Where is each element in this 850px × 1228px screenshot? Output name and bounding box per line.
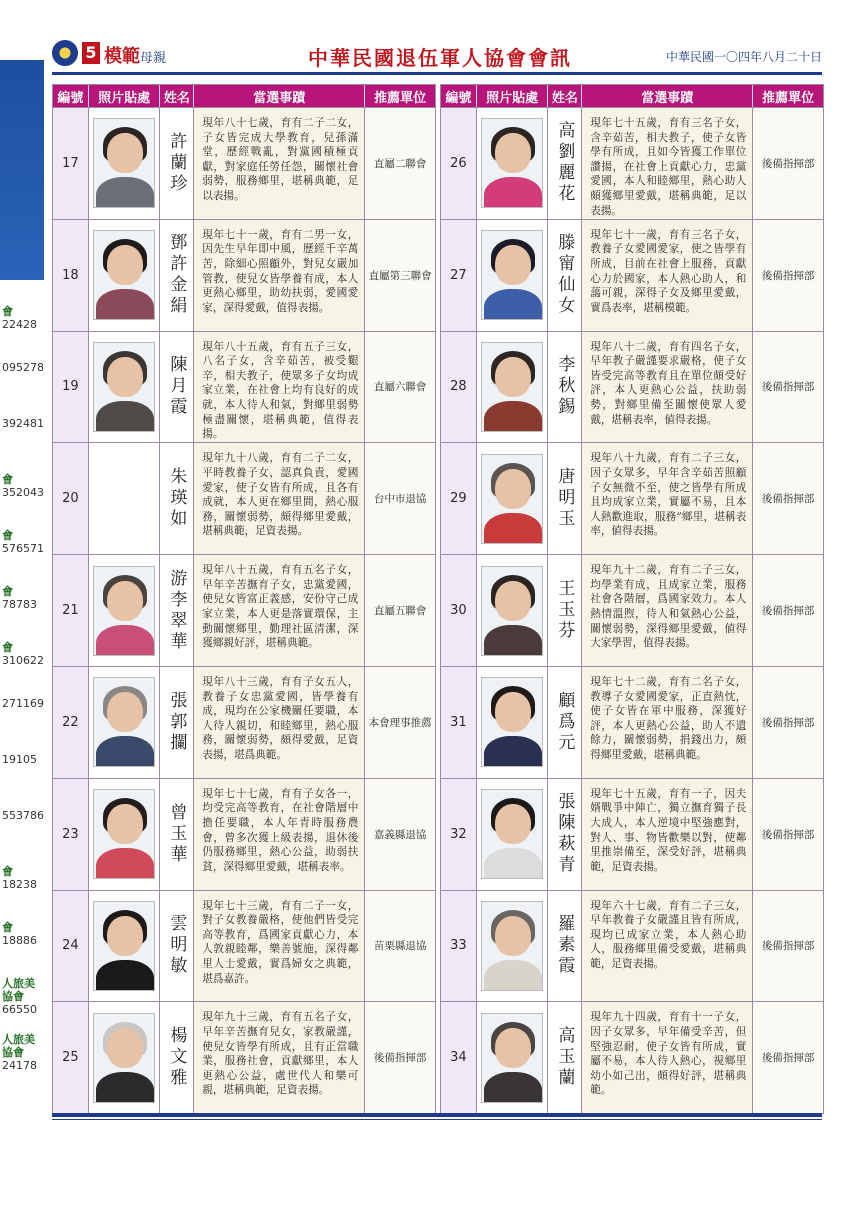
table-row [441, 778, 823, 890]
deeds-text: 現年七十七歲，育有子女各一，均受完高等教育，在社會階層中擔任要職，本人年青時服務農會，曾多次獲上級表揚，退休後仍服務鄉里，熱心公益，助弱扶貧，深得鄉里愛戴，堪稱表率。 [194, 779, 365, 890]
name-cell [160, 555, 194, 666]
header-no: 編號 [53, 85, 89, 107]
fragment-label: 會 [2, 585, 13, 598]
portrait-photo [93, 342, 155, 432]
photo-cell [89, 891, 161, 1002]
footer-divider [52, 1113, 822, 1117]
table-row [441, 219, 823, 331]
photo-cell [89, 779, 161, 890]
left-strip-fragment [2, 473, 44, 499]
fragment-label: 會 [2, 865, 13, 878]
deeds-text: 現年七十一歲，育有二男一女，因先生早年即中風，歷經千辛萬苦，除細心照顧外，對兒女嚴加管教，使兒女皆學養有成，本人更熱心鄉里，助幼扶弱，愛國愛家，深得愛戴，值得表揚。 [194, 220, 365, 331]
left-strip-fragment [2, 977, 44, 1016]
deeds-text: 現年九十二歲，育有二子三女，均學業有成，且成家立業，服務社會各階層，爲國家效力。本人熱情溫煦，待人和氣熱心公益，關懷弱勢，深得鄉里愛戴，値得大家學習，值得表揚。 [582, 555, 753, 666]
recommending-unit: 後備指揮部 [753, 332, 823, 443]
portrait-photo [481, 1013, 543, 1103]
deeds-text: 現年七十二歲，育有二名子女，教導子女愛國愛家，正直熱忱，使子女皆在軍中服務，深獲好評，本人更熱心公益，助人不遺餘力，關懷弱勢，捐錢出力，頗得鄉里愛戴，堪稱典範。 [582, 667, 753, 778]
recommending-unit: 後備指揮部 [753, 220, 823, 331]
recommending-unit: 苗栗縣退協 [365, 891, 435, 1002]
table-header [441, 85, 823, 107]
entry-number: 23 [53, 779, 89, 890]
left-strip-fragment [2, 921, 37, 947]
recommending-unit: 直屬二聯會 [365, 108, 435, 219]
fragment-number: 22428 [2, 318, 37, 331]
honoree-table-right [440, 84, 824, 1114]
name-cell [548, 779, 582, 890]
entry-number: 26 [441, 108, 477, 219]
deeds-text: 現年八十三歲，育有子女五人，教養子女忠黨愛國，皆學養有成，現均在公家機關任要職，本人待人親切，和睦鄉里，熱心服務，關懷弱勢，頗得愛戴，足資表揚，堪爲典範。 [194, 667, 365, 778]
honoree-name: 雲明敏 [166, 914, 187, 978]
portrait-photo [93, 118, 155, 208]
portrait-photo [93, 901, 155, 991]
entry-number: 34 [441, 1002, 477, 1113]
fragment-number: 095278 [2, 361, 44, 374]
left-strip-fragment [2, 753, 37, 766]
header-divider [52, 72, 822, 75]
name-cell [160, 1002, 194, 1113]
deeds-text: 現年八十九歲，育有二子三女，因子女眾多，早年含辛茹苦照顧子女無微不至，使之皆學有所成且均成家立業，實屬不易，且本人熱歡進取，服務”鄉里，堪稱表率，値得表揚。 [582, 443, 753, 554]
fragment-number: 310622 [2, 654, 44, 667]
association-logo-icon [52, 40, 78, 66]
table-row [441, 1001, 823, 1113]
deeds-text: 現年七十五歲，育有三名子女，含辛茹苦，相夫教子，使子女皆學有所成，且如今皆獲工作單位讚揚，在社會上貢獻心力，忠黨愛國，本人和睦鄉里，熱心助人頗獲鄉里愛戴，堪稱典範，足以表揚。 [582, 108, 753, 219]
entry-number: 33 [441, 891, 477, 1002]
honoree-name: 滕甯仙女 [554, 233, 575, 318]
entry-number: 27 [441, 220, 477, 331]
fragment-label: 會 [2, 921, 13, 934]
entry-number: 20 [53, 443, 89, 554]
name-cell [160, 667, 194, 778]
table-row [53, 890, 435, 1002]
portrait-photo [93, 1013, 155, 1103]
honoree-name: 李秋錫 [554, 355, 575, 419]
recommending-unit: 嘉義縣退協 [365, 779, 435, 890]
fragment-label: 會 [2, 529, 13, 542]
name-cell [160, 779, 194, 890]
fragment-number: 576571 [2, 542, 44, 555]
page-header [52, 40, 822, 72]
portrait-photo [481, 230, 543, 320]
fragment-label: 人旅美 協會 [2, 1033, 35, 1059]
header-photo: 照片貼處 [477, 85, 549, 107]
table-row [441, 107, 823, 219]
entry-number: 29 [441, 443, 477, 554]
entry-number: 32 [441, 779, 477, 890]
header-name: 姓名 [160, 85, 194, 107]
portrait-photo [93, 789, 155, 879]
entry-number: 31 [441, 667, 477, 778]
honoree-name: 游李翠華 [166, 568, 187, 653]
photo-cell [89, 443, 161, 554]
photo-cell [477, 555, 549, 666]
entry-number: 25 [53, 1002, 89, 1113]
fragment-number: 66550 [2, 1003, 37, 1016]
deeds-text: 現年六十七歲，育有二子三女，早年教養子女嚴謹且皆有所成，現均已成家立業，本人熱心助人，服務鄉里備受愛戴，堪稱典範，足資表揚。 [582, 891, 753, 1002]
fragment-number: 24178 [2, 1059, 37, 1072]
left-page-banner [0, 60, 44, 280]
table-row [53, 107, 435, 219]
left-strip-fragment [2, 361, 44, 374]
recommending-unit: 直屬五聯會 [365, 555, 435, 666]
honoree-name: 羅素霞 [554, 914, 575, 978]
table-row [441, 331, 823, 443]
fragment-number: 553786 [2, 809, 44, 822]
honoree-name: 唐明玉 [554, 467, 575, 531]
fragment-number: 18886 [2, 934, 37, 947]
honoree-name: 鄧許金絹 [166, 233, 187, 318]
deeds-text: 現年七十一歲，育有三名子女，教養子女愛國愛家，使之皆學有所成，目前在社會上服務，貢獻心力於國家，本人熱心助人，和藹可親，深得子女及鄉里愛戴，實爲表率，堪稱模範。 [582, 220, 753, 331]
name-cell [548, 220, 582, 331]
issue-number: 5 [82, 42, 100, 64]
recommending-unit: 後備指揮部 [753, 667, 823, 778]
recommending-unit: 本會理事推薦 [365, 667, 435, 778]
left-strip-fragment [2, 809, 44, 822]
table-row [441, 666, 823, 778]
header-no: 編號 [441, 85, 477, 107]
entry-number: 28 [441, 332, 477, 443]
name-cell [160, 220, 194, 331]
honoree-name: 楊文雅 [166, 1026, 187, 1090]
portrait-photo [481, 454, 543, 544]
table-row [441, 890, 823, 1002]
fragment-number: 392481 [2, 417, 44, 430]
entry-number: 22 [53, 667, 89, 778]
recommending-unit: 後備指揮部 [753, 779, 823, 890]
honoree-name: 曾玉華 [166, 802, 187, 866]
recommending-unit: 直屬第三聯會 [365, 220, 435, 331]
table-row [53, 778, 435, 890]
portrait-photo [481, 118, 543, 208]
footer-divider-thin [52, 1119, 822, 1120]
deeds-text: 現年八十五歲，育有五子三女，八名子女，含辛茹苦，被受艱辛，相夫教子，使眾多子女均成家立業，在社會上均有良好的成就，本人待人和氣，對鄉里弱勢極盡關懷，堪稱典範，值得表揚。 [194, 332, 365, 443]
photo-cell [477, 667, 549, 778]
left-page-strip [0, 40, 44, 1120]
honoree-name: 王玉芬 [554, 579, 575, 643]
fragment-number: 19105 [2, 753, 37, 766]
deeds-text: 現年八十五歲，育有五名子女，早年辛苦撫育子女，忠黨愛國，使兒女皆富正義感，安份守己成家立業，本人更是落實環保，主動關懷鄉里，勤理社區清潔，深獲鄉親好評，堪稱典範。 [194, 555, 365, 666]
entry-number: 21 [53, 555, 89, 666]
honoree-name: 朱瑛如 [166, 467, 187, 531]
honoree-table-left [52, 84, 436, 1114]
photo-cell [89, 667, 161, 778]
photo-cell [477, 220, 549, 331]
left-strip-fragment [2, 585, 37, 611]
left-strip-fragment [2, 417, 44, 430]
name-cell [548, 1002, 582, 1113]
header-unit: 推薦單位 [762, 90, 815, 106]
deeds-text: 現年七十三歲，育有二子一女，對子女教養嚴格，使他們皆受完高等教育，爲國家貢獻心力，本人敦親睦鄰，樂善號施，深得鄰里人士愛戴，實爲婦女之典範，堪爲嘉許。 [194, 891, 365, 1002]
left-strip-fragment [2, 529, 44, 555]
name-cell [548, 555, 582, 666]
photo-cell [89, 108, 161, 219]
entry-number: 19 [53, 332, 89, 443]
name-cell [548, 332, 582, 443]
name-cell [548, 443, 582, 554]
name-cell [160, 891, 194, 1002]
name-cell [160, 443, 194, 554]
deeds-text: 現年九十三歲，育有五名子女，早年辛苦撫育兒女，家教嚴謹，使兒女皆學有所成，且有正當職業，服務社會，貢獻鄉里，本人更熱心公益，處世代人和樂可親，堪稱典範，足資表揚。 [194, 1002, 365, 1113]
photo-cell [477, 891, 549, 1002]
fragment-number: 18238 [2, 878, 37, 891]
table-row [441, 554, 823, 666]
table-row [53, 331, 435, 443]
fragment-number: 352043 [2, 486, 44, 499]
recommending-unit: 後備指揮部 [365, 1002, 435, 1113]
deeds-text: 現年八十七歲，育有二子二女，子女皆完成大學教育，兒孫滿堂，歷經戰亂，對黨國積極貢獻，對家庭任勞任怨，關懷社會弱勢，服務鄉里，堪稱典範，足以表揚。 [194, 108, 365, 219]
portrait-photo [481, 677, 543, 767]
portrait-photo [481, 342, 543, 432]
name-cell [160, 332, 194, 443]
photo-cell [477, 332, 549, 443]
fragment-label: 會 [2, 473, 13, 486]
entry-number: 30 [441, 555, 477, 666]
table-row [441, 442, 823, 554]
recommending-unit: 後備指揮部 [753, 891, 823, 1002]
deeds-text: 現年八十二歲，育有四名子女，早年教子嚴謹要求嚴格，使子女皆受完高等教育且在單位頗受好評，本人更熱心公益，扶助弱勢，對鄉里備至關懷使眾人愛戴，堪稱表率，値得表揚。 [582, 332, 753, 443]
left-strip-fragment [2, 865, 37, 891]
recommending-unit: 後備指揮部 [753, 1002, 823, 1113]
honoree-name: 張郭攔 [166, 690, 187, 754]
honoree-name: 陳月霞 [166, 355, 187, 419]
left-strip-fragment [2, 697, 44, 710]
recommending-unit: 後備指揮部 [753, 555, 823, 666]
portrait-photo [93, 566, 155, 656]
fragment-number: 271169 [2, 697, 44, 710]
fragment-label: 人旅美 協會 [2, 977, 35, 1003]
honoree-name: 高劉麗花 [554, 121, 575, 206]
table-row [53, 554, 435, 666]
fragment-label: 會 [2, 305, 13, 318]
header-unit: 推薦單位 [374, 90, 427, 106]
name-cell [548, 108, 582, 219]
photo-cell [477, 108, 549, 219]
portrait-photo-empty [93, 454, 155, 544]
header-deeds: 當選事蹟 [194, 85, 365, 107]
left-strip-fragment [2, 305, 37, 331]
header-photo: 照片貼處 [89, 85, 161, 107]
name-cell [548, 891, 582, 1002]
portrait-photo [93, 677, 155, 767]
recommending-unit: 後備指揮部 [753, 108, 823, 219]
photo-cell [477, 443, 549, 554]
deeds-text: 現年九十八歲，育有二子二女，平時教養子女，認真負責，愛國愛家，使子女皆有所成，且各有成就，本人更在鄉里間，熱心服務，關懷弱勢，頗得鄉里愛戴，堪稱典範，足資表揚。 [194, 443, 365, 554]
table-row [53, 1001, 435, 1113]
issue-date: 中華民國一〇四年八月二十日 [665, 50, 822, 64]
left-strip-fragment [2, 641, 44, 667]
portrait-photo [93, 230, 155, 320]
table-row [53, 219, 435, 331]
section-title: 模範母親 [104, 46, 167, 67]
honoree-name: 高玉蘭 [554, 1026, 575, 1090]
portrait-photo [481, 566, 543, 656]
table-row [53, 666, 435, 778]
recommending-unit: 直屬六聯會 [365, 332, 435, 443]
entry-number: 17 [53, 108, 89, 219]
left-strip-fragment [2, 1033, 44, 1072]
honoree-name: 張陳萩青 [554, 792, 575, 877]
photo-cell [477, 1002, 549, 1113]
photo-cell [89, 332, 161, 443]
recommending-unit: 後備指揮部 [753, 443, 823, 554]
newsletter-title: 中華民國退伍軍人協會會訊 [308, 46, 572, 70]
name-cell [160, 108, 194, 219]
honoree-name: 顧爲元 [554, 690, 575, 754]
name-cell [548, 667, 582, 778]
deeds-text: 現年七十五歲，育有一子，因夫婿戰爭中陣亡，獨立撫育獨子長大成人，本人逆境中堅強應對，對人、事、物皆歡樂以對，使鄰里推崇備至，深受好評，堪稱典範，足資表揚。 [582, 779, 753, 890]
fragment-number: 78783 [2, 598, 37, 611]
portrait-photo [481, 789, 543, 879]
entry-number: 24 [53, 891, 89, 1002]
deeds-text: 現年九十四歲，育有十一子女，因子女眾多，早年備受辛苦，但堅強忍耐，使子女皆有所成，實屬不易，本人待人熱心，視鄉里幼小如己出，頗得好評，堪稱典範。 [582, 1002, 753, 1113]
portrait-photo [481, 901, 543, 991]
photo-cell [477, 779, 549, 890]
header-name: 姓名 [548, 85, 582, 107]
entry-number: 18 [53, 220, 89, 331]
table-row [53, 442, 435, 554]
photo-cell [89, 1002, 161, 1113]
header-deeds: 當選事蹟 [582, 85, 753, 107]
photo-cell [89, 555, 161, 666]
table-header [53, 85, 435, 107]
photo-cell [89, 220, 161, 331]
honoree-name: 許蘭珍 [166, 131, 187, 195]
fragment-label: 會 [2, 641, 13, 654]
recommending-unit: 台中市退協 [365, 443, 435, 554]
